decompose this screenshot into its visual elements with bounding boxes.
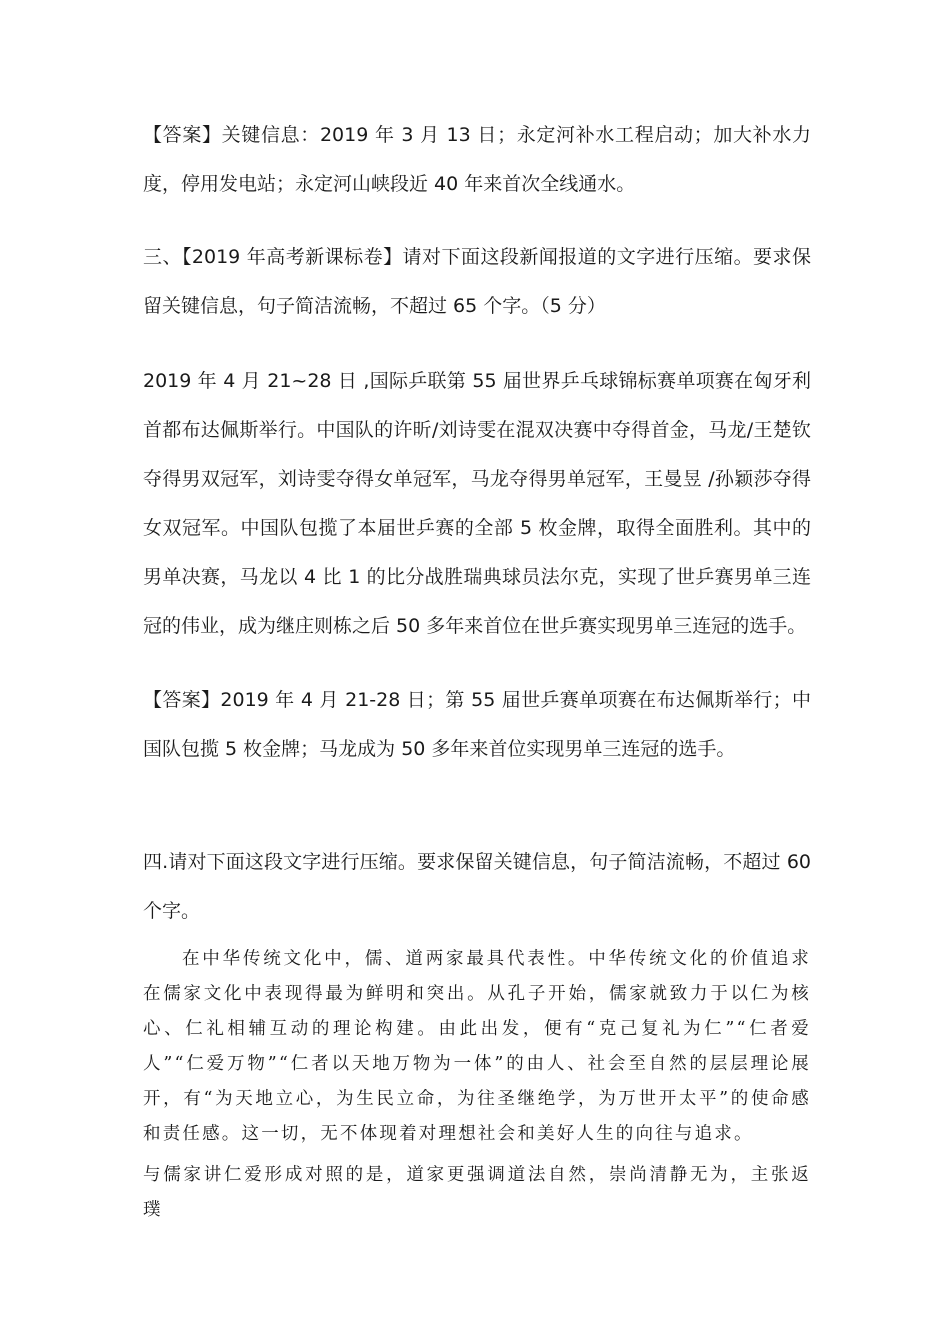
passage-4-paragraph-1: 在中华传统文化中，儒、道两家最具代表性。中华传统文化的价值追求在儒家文化中表现得最为鲜明和突出。从孔子开始，儒家就致力于以仁为核心、仁礼相辅互动的理论构建。由此出发，便有“克己复礼为仁”“仁者爱人”“仁爱万物”“仁者以天地万物为一体”的由人、社会至自然的层层理论展开，有“为天地立心，为生民立命，为往圣继绝学，为万世开太平”的使命感和责任感。这一切，无不体现着对理想社会和美好人生的向往与追求。 <box>143 949 811 1144</box>
passage-4-paragraph-2: 与儒家讲仁爱形成对照的是，道家更强调道法自然，崇尚清静无为，主张返璞 <box>143 1165 811 1220</box>
question-4-heading: 四.请对下面这段文字进行压缩。要求保留关键信息，句子简洁流畅，不超过 60 个字。 <box>143 851 811 922</box>
answer-paragraph-3: 【答案】2019 年 4 月 21-28 日；第 55 届世乒赛单项赛在布达佩斯举行；中国队包揽 5 枚金牌；马龙成为 50 多年来首位实现男单三连冠的选手。 <box>143 689 811 760</box>
passage-3-paragraph: 2019 年 4 月 21~28 日 ,国际乒联第 55 届世界乒乓球锦标赛单项赛在匈牙利首都布达佩斯举行。中国队的许昕/刘诗雯在混双决赛中夺得首金，马龙/王楚钦夺得男双冠军，刘诗雯夺得女单冠军，马龙夺得男单冠军，王曼昱 /孙颖莎夺得女双冠军。中国队包揽了本届世乒赛的全部 5 枚金牌，取得全面胜利。其中的男单决赛，马龙以 4 比 1 的比分战胜瑞典球员法尔克，实现了世乒赛男单三连冠的伟业，成为继庄则栋之后 50 多年来首位在世乒赛实现男单三连冠的选手。 <box>143 370 811 637</box>
question-3-heading: 三、【2019 年高考新课标卷】请对下面这段新闻报道的文字进行压缩。要求保留关键信息，句子简洁流畅，不超过 65 个字。（5 分） <box>143 246 811 317</box>
answer-paragraph-2: 【答案】关键信息：2019 年 3 月 13 日；永定河补水工程启动；加大补水力度，停用发电站；永定河山峡段近 40 年来首次全线通水。 <box>143 124 811 195</box>
